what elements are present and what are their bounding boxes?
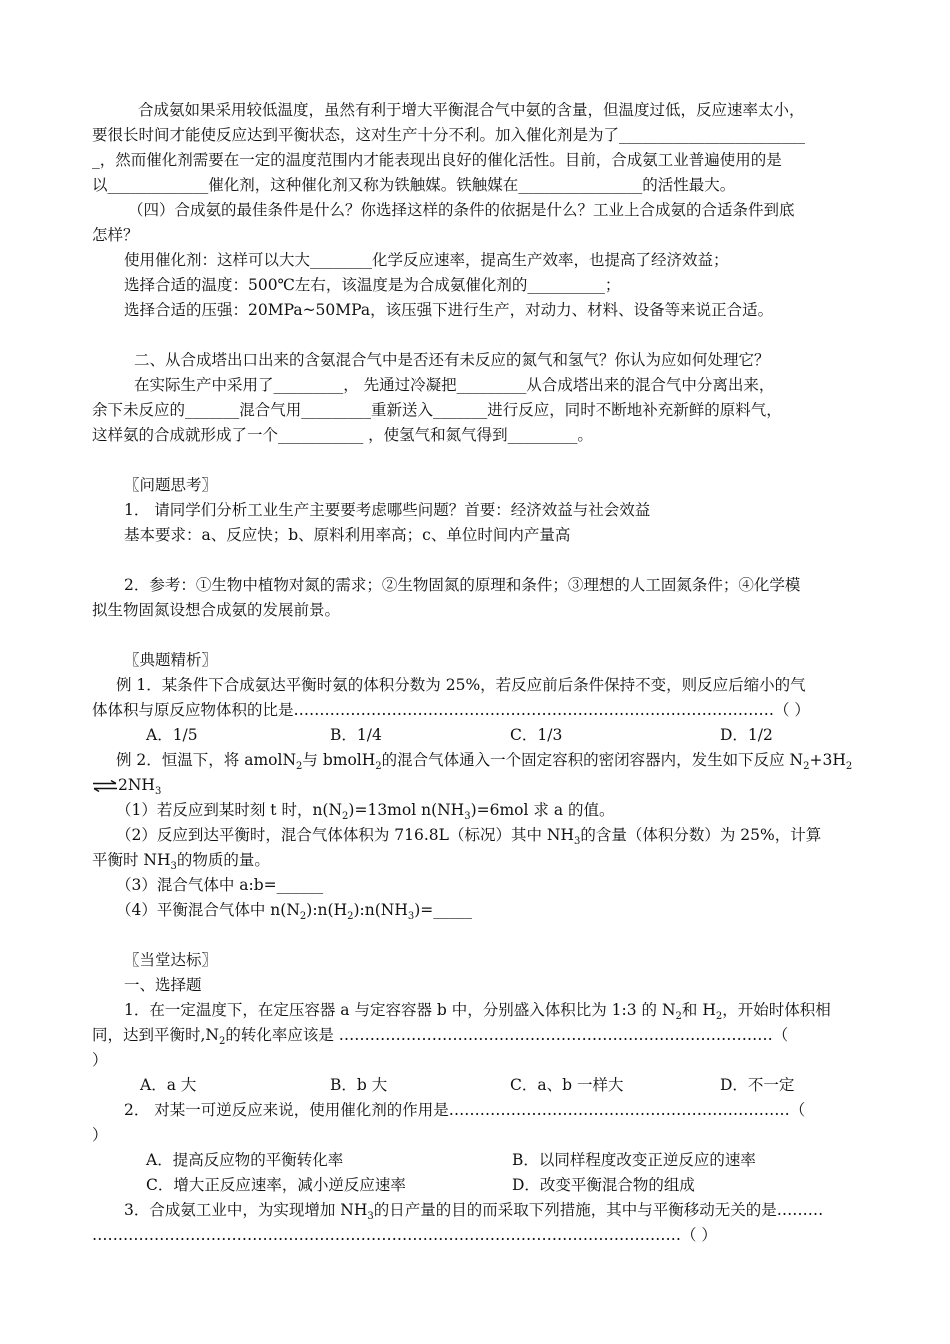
example1-line2: 体体积与原反应物体积的比是…………………………………………………………………………………（ ）: [92, 701, 810, 719]
thinking-line1: 1． 请同学们分析工业生产主要要考虑哪些问题？首要：经济效益与社会效益: [124, 501, 651, 519]
section-two-line1: 二、从合成塔出口出来的含氨混合气中是否还有未反应的氮气和氢气？你认为应如何处理它？: [134, 351, 770, 369]
example2-line1: 例 2．恒温下，将 amolN$_2$与 bmolH$_2$的混合气体通入一个固定容积的密闭容器内，发生如下反应 $N_2+3H_2$: [116, 751, 853, 773]
section-two-line2: 在实际生产中采用了_________， 先通过冷凝把_________从合成塔出来的混合气中分离出来，: [134, 376, 775, 394]
example1-option-b: B．1/4: [330, 726, 382, 744]
practice2-line2: ）: [92, 1126, 108, 1144]
practice3-line2: ……………………………………………………………………………………………………（ ）: [92, 1226, 717, 1244]
section4-line1: （四）合成氨的最佳条件是什么？你选择这样的条件的依据是什么？工业上合成氨的合适条件到底: [128, 201, 795, 219]
practice1-option-d: D．不一定: [720, 1076, 795, 1094]
para1-line1: 合成氨如果采用较低温度，虽然有利于增大平衡混合气中氨的含量，但温度过低，反应速率太小，: [138, 101, 805, 119]
thinking-line2: 基本要求：a、反应快；b、原料利用率高；c、单位时间内产量高: [124, 526, 571, 544]
para1-line4: 以_____________催化剂，这种催化剂又称为铁触媒。铁触媒在________________的活性最大。: [92, 176, 736, 194]
example1-option-c: C．1/3: [510, 726, 563, 744]
example1-option-d: D．1/2: [720, 726, 773, 744]
practice1-line3: ）: [92, 1051, 108, 1069]
para1-line3: _，然而催化剂需要在一定的温度范围内才能表现出良好的催化活性。目前，合成氨工业普遍使用的是: [92, 151, 782, 169]
practice1-line1: 1．在一定温度下，在定压容器 a 与定容容器 b 中，分别盛入体积比为 1:3 的 $N_2$和 $H_2$，开始时体积相: [124, 1001, 831, 1023]
practice2-option-c: C．增大正反应速率，减小逆反应速率: [146, 1176, 406, 1194]
practice-subheading: 一、选择题: [124, 976, 202, 994]
section4-line4: 选择合适的温度：500℃左右，该温度是为合成氨催化剂的__________；: [124, 276, 621, 294]
example2-question1: （1）若反应到某时刻 t 时，$n(N_2)=13mol$ $n(NH_3)=6mol$ 求 a 的值。: [116, 801, 615, 823]
thinking-line4: 拟生物固氮设想合成氨的发展前景。: [92, 601, 341, 619]
thinking-heading: 〖问题思考〗: [124, 476, 218, 494]
practice3-line1: 3．合成氨工业中，为实现增加 $NH_3$的日产量的目的而采取下列措施，其中与平衡移动无关的是………: [124, 1201, 824, 1223]
practice2-option-a: A．提高反应物的平衡转化率: [146, 1151, 344, 1169]
practice2-option-b: B．以同样程度改变正逆反应的速率: [512, 1151, 756, 1169]
example2-line2: $2NH_3$: [92, 773, 868, 798]
practice2-option-d: D．改变平衡混合物的组成: [512, 1176, 695, 1194]
practice1-option-b: B．b 大: [330, 1076, 388, 1094]
practice1-option-c: C．a、b 一样大: [510, 1076, 624, 1094]
practice-heading: 〖当堂达标〗: [124, 951, 218, 969]
practice1-option-a: A．a 大: [140, 1076, 197, 1094]
example2-question2-line2: 平衡时 $NH_3$的物质的量。: [92, 851, 270, 873]
para1-line2: 要很长时间才能使反应达到平衡状态，这对生产十分不利。加入催化剂是为了________________________: [92, 126, 806, 144]
section-two-line4: 这样氨的合成就形成了一个___________ ，使氢气和氮气得到_________。: [92, 426, 593, 444]
section4-line5: 选择合适的压强：20MPa~50MPa，该压强下进行生产，对动力、材料、设备等来说正合适。: [124, 301, 774, 319]
practice1-line2: 同，达到平衡时$,N_2$的转化率应该是 …………………………………………………………………………（: [92, 1026, 789, 1048]
example2-question3: （3）混合气体中 a:b=______: [116, 876, 324, 894]
example1-line1: 例 1．某条件下合成氨达平衡时氨的体积分数为 25%，若反应前后条件保持不变，则反应后缩小的气: [116, 676, 806, 694]
section-two-line3: 余下未反应的_______混合气用_________重新送入_______进行反应，同时不断地补充新鲜的原料气，: [92, 401, 782, 419]
examples-heading: 〖典题精析〗: [124, 651, 218, 669]
section4-line3: 使用催化剂：这样可以大大________化学反应速率，提高生产效率，也提高了经济效益；: [124, 251, 729, 269]
section4-line2: 怎样？: [92, 226, 139, 244]
example1-option-a: A．1/5: [146, 726, 198, 744]
equilibrium-arrows-icon: [92, 780, 118, 792]
thinking-line3: 2．参考：①生物中植物对氮的需求；②生物固氮的原理和条件；③理想的人工固氮条件；④化学模: [124, 576, 801, 594]
example2-question4: （4）平衡混合气体中 $n(N_2):n(H_2):n(NH_3)=\_\_\_\_\_$: [116, 901, 473, 923]
practice2-line1: 2． 对某一可逆反应来说，使用催化剂的作用是…………………………………………………………（: [124, 1101, 806, 1119]
example2-question2: （2）反应到达平衡时，混合气体体积为 716.8L（标况）其中 $NH_3$的含量（体积分数）为 25%，计算: [116, 826, 822, 848]
